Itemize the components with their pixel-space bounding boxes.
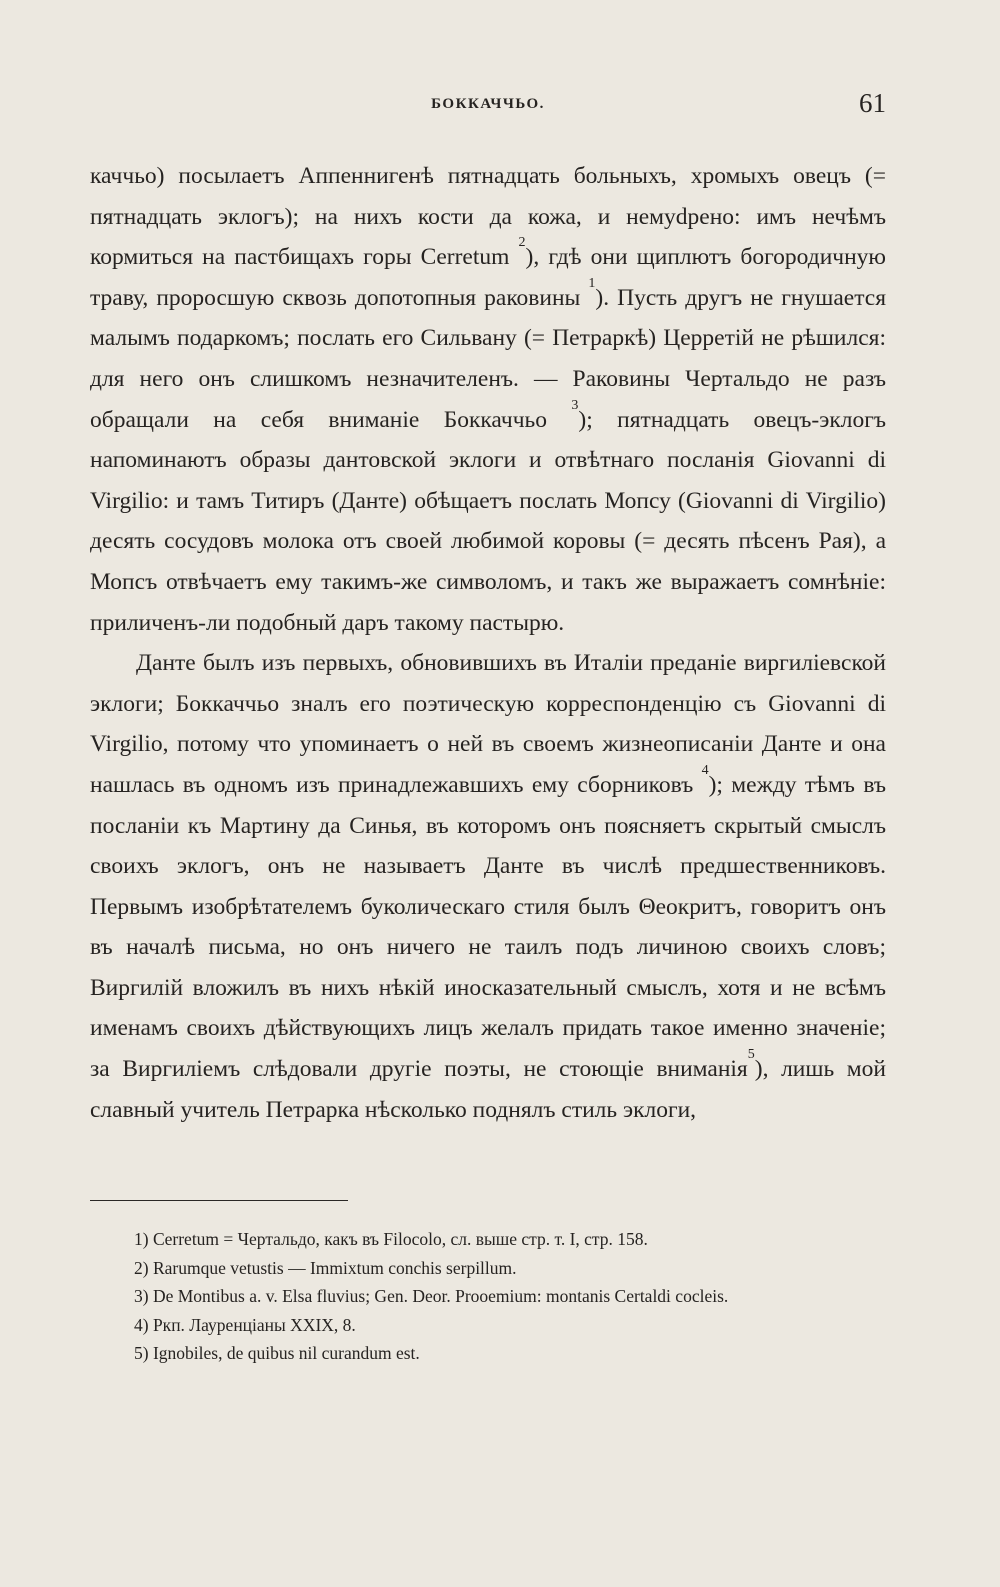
- running-title: БОККАЧЧЬО.: [431, 96, 545, 112]
- footnote: 5) Ignobiles, de quibus nil curandum est.: [134, 1343, 420, 1364]
- page-number: 61: [859, 88, 886, 118]
- body-text: [90, 156, 886, 1130]
- footnote: 2) Rarumque vetustis — Immixtum conchis serpillum.: [134, 1257, 517, 1278]
- text-segment: ), гдѣ они щиплютъ богородичную траву, проросшую сквозь допотопныя раковины: [90, 244, 886, 311]
- text-segment: ); между тѣмъ въ посланіи къ Мартину да Синья, въ которомъ онъ поясняетъ скрытый смыслъ своихъ эклогъ, онъ не называетъ Данте въ числѣ предшественниковъ. Первымъ изобрѣтателемъ буколическаго стиля былъ Θеокритъ, говоритъ онъ въ началѣ письма, но онъ ничего не таилъ подъ личиною своихъ словъ; Виргилій вложилъ въ нихъ нѣкій иносказательный смыслъ, хотя и не всѣмъ именамъ своихъ дѣйствующихъ лицъ желалъ придать такое именно значеніе; за Виргиліемъ слѣдовали другіе поэты, не стоющіе вниманія: [90, 771, 886, 1083]
- footnote-reference: 1: [588, 275, 596, 291]
- text-segment: ). Пусть другъ не гнушается малымъ подаркомъ; послать его Сильвану (= Петраркѣ) Церретій не рѣшился: для него онъ слишкомъ незначителенъ. — Раковины Чертальдо не разъ обращали на себя вниманіе Боккаччьо: [90, 284, 886, 433]
- paragraph-1: [90, 156, 886, 643]
- footnote-reference: 4: [701, 763, 709, 779]
- footnote-reference: 3: [571, 397, 579, 413]
- text-segment: ), лишь мой славный учитель Петрарка нѣсколько поднялъ стиль эклоги,: [90, 1056, 886, 1123]
- paragraph-2: [90, 643, 886, 1130]
- running-head: [90, 86, 886, 126]
- footnote-reference: 2: [518, 235, 526, 251]
- text-segment: каччьо) посылаетъ Аппеннигенѣ пятнадцать больныхъ, хромыхъ овецъ (= пятнадцать эклогъ); на нихъ кости да кожа, и немуdрено: имъ нечѣмъ кормиться на пастбищахъ горы Cerretum: [90, 163, 886, 271]
- footnote-reference: 5: [747, 1047, 755, 1063]
- book-page: [90, 86, 886, 1556]
- footnotes: [90, 1225, 886, 1368]
- footnote-divider: [90, 1200, 348, 1201]
- footnote: 3) De Montibus a. v. Elsa fluvius; Gen. Deor. Prooemium: montanis Certaldi cocleis.: [134, 1286, 729, 1307]
- text-segment: ); пятнадцать овецъ-эклогъ напоминаютъ образы дантовской эклоги и отвѣтнаго посланія Giovanni di Virgilio: и тамъ Титиръ (Данте) обѣщаетъ послать Мопсу (Giovanni di Virgilio) десять сосудовъ молока отъ своей любимой коровы (= десять пѣсенъ Рая), а Мопсъ отвѣчаетъ ему такимъ-же символомъ, и такъ же выражаетъ сомнѣніе: приличенъ-ли подобный даръ такому пастырю.: [90, 406, 887, 636]
- footnote: 4) Ркп. Лауренціаны XXIX, 8.: [134, 1314, 356, 1335]
- text-segment: Данте былъ изъ первыхъ, обновившихъ въ Италіи преданіе виргиліевской эклоги; Боккаччьо зналъ его поэтическую корреспонденцію съ Giovanni di Virgilio, потому что упоминаетъ о ней въ своемъ жизнеописаніи Данте и она нашлась въ одномъ изъ принадлежавшихъ ему сборниковъ: [90, 650, 886, 798]
- footnote: 1) Cerretum = Чертальдо, какъ въ Filocolo, сл. выше стр. т. I, стр. 158.: [134, 1229, 648, 1250]
